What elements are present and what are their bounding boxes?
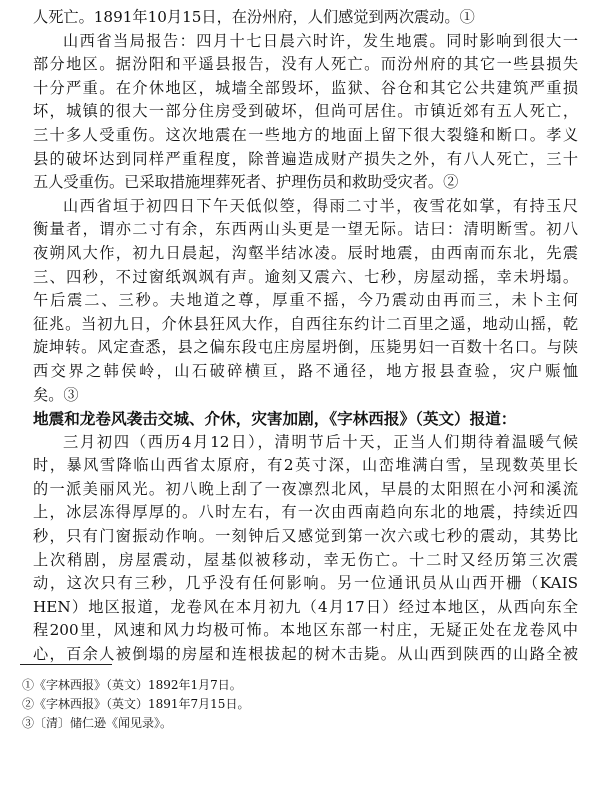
text-line: 上次稍剧，房屋震动，屋基似被移动，幸无伤亡。十二时又经历第三次震: [33, 550, 578, 569]
text-line: 三月初四（西历4月12日），清明节后十天，正当人们期待着温暖气候: [63, 432, 578, 451]
text-line: HEN）地区报道，龙卷风在本月初九（4月17日）经过本地区，从西向东全: [33, 597, 578, 616]
text-line: 时，暴风雪降临山西省太原府，有2英寸深，山峦堆满白雪，呈现数英里长: [33, 456, 578, 475]
text-line: 衡量者，谓亦二寸有余，东西两山头更是一望无际。诘曰：清明断雪。初八: [33, 220, 578, 239]
section-heading: 地震和龙卷风袭击交城、介休，灾害加剧，《字林西报》（英文）报道：: [33, 409, 517, 429]
footnote-2: ②《字林西报》（英文）1891年7月15日。: [22, 697, 250, 711]
text-line: 征兆。当初九日，介休县狂风大作，自西往东约计二百里之遥，地动山摇，乾: [33, 314, 578, 333]
text-line: 山西省当局报告：四月十七日晨六时许，发生地震。同时影响到很大一: [63, 31, 578, 50]
text-line: 五人受重伤。已采取措施埋葬死者、护理伤员和救助受灾者。②: [33, 173, 459, 192]
text-line: 午后震二、三秒。夫地道之尊，厚重不摇，今乃震动由再而三，未卜主何: [33, 291, 578, 310]
body-text: [33, 6, 578, 667]
text-line: 三十多人受重伤。这次地震在一些地方的地面上留下很大裂缝和断口。孝义: [33, 125, 578, 144]
text-line: 动，这次只有三秒，几乎没有任何影响。另一位通讯员从山西开栅（KAIS: [33, 574, 578, 593]
text-line: 西交界之韩侯岭，山石破碎横亘，路不通径，地方报县查验，灾户赈恤: [33, 361, 578, 380]
text-line: 程200里，风速和风力均极可怖。本地区东部一村庄，无疑正处在龙卷风中: [33, 621, 578, 640]
footnote-divider: [20, 664, 112, 665]
footnote-1: ①《字林西报》（英文）1892年1月7日。: [22, 678, 242, 692]
text-line: 旋坤转。风定查悉，县之偏东段屯庄房屋坍倒，压毙男妇一百数十名口。与陕: [33, 338, 578, 357]
footnote-3: ③〔清〕储仁逊《闻见录》。: [22, 716, 173, 730]
text-line: 夜朔风大作，初九日晨起，沟壑半结冰凌。辰时地震，由西南而东北，先震: [33, 243, 578, 262]
text-line: 矣。③: [33, 385, 79, 404]
footnotes: [22, 676, 562, 733]
text-line: 部分地区。据汾阳和平遥县报告，没有人死亡。而汾州府的其它一些县损失: [33, 55, 578, 74]
text-line: 秒，只有门窗振动作响。一刻钟后又感觉到第一次六或七秒的震动，其势比: [33, 527, 578, 546]
text-line: 的一派美丽风光。初八晚上刮了一夜凛烈北风，早晨的太阳照在小河和溪流: [33, 479, 578, 498]
text-line: 坏，城镇的很大一部分住房受到破坏，但尚可居住。市镇近郊有五人死亡，: [33, 102, 578, 121]
text-line: 上，冰层冻得厚厚的。八时左右，有一次由西南趋向东北的地震，持续近四: [33, 503, 578, 522]
text-line: 三、四秒，不过窗纸飒飒有声。逾刻又震六、七秒，房屋动摇，幸未坍塌。: [33, 267, 578, 286]
text-line: 山西省垣于初四日下午天低似箜，得雨二寸半，夜雪花如掌，有持玉尺: [63, 196, 578, 215]
text-line: 人死亡。1891年10月15日，在汾州府，人们感觉到两次震动。①: [33, 8, 475, 26]
text-line: 十分严重。在介休地区，城墙全部毁坏，监狱、谷仓和其它公共建筑严重损: [33, 78, 578, 97]
text-line: 县的破坏达到同样严重程度，除普遍造成财产损失之外，有八人死亡，三十: [33, 149, 578, 168]
text-line: 心，百余人被倒塌的房屋和连根拔起的树木击毙。从山西到陕西的山路全被: [33, 645, 578, 664]
